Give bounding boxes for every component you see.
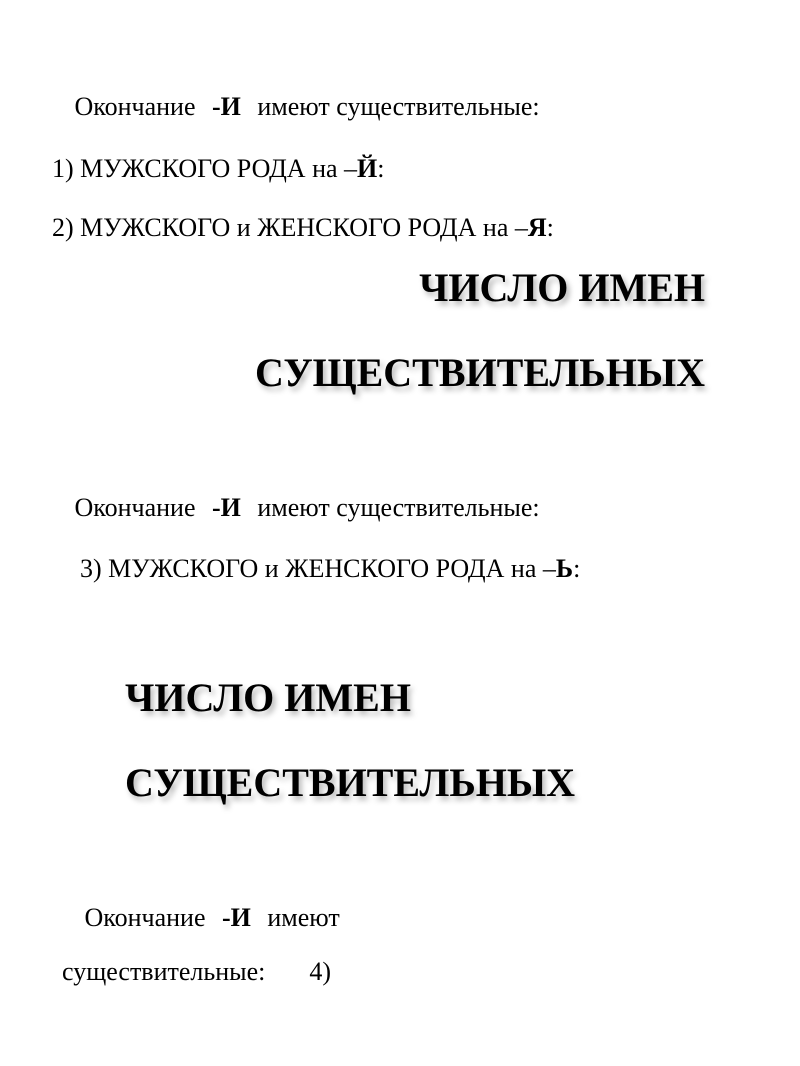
section-2-heading-line-1: ЧИСЛО ИМЕН xyxy=(125,675,411,720)
item-1-text: 1) МУЖСКОГО РОДА на – xyxy=(52,154,358,183)
item-2-letter: Я xyxy=(527,213,547,242)
item-2-text: 2) МУЖСКОГО и ЖЕНСКОГО РОДА на – xyxy=(52,213,528,242)
item-4-text: 4) xyxy=(309,957,332,986)
item-3-colon: : xyxy=(573,554,581,583)
item-1-letter: Й xyxy=(357,154,378,183)
item-3-text: 3) МУЖСКОГО и ЖЕНСКОГО РОДА на – xyxy=(80,554,556,583)
item-2 xyxy=(52,213,554,243)
rule-tail: имеют xyxy=(267,903,340,932)
item-3 xyxy=(80,554,580,584)
rule-lead: Окончание xyxy=(74,493,196,522)
section-1-heading-line-1: ЧИСЛО ИМЕН xyxy=(419,265,705,310)
item-1 xyxy=(52,154,385,184)
ending-label: -И xyxy=(222,903,251,932)
rule-tail: имеют существительные: xyxy=(257,92,540,121)
ending-label: -И xyxy=(212,92,241,121)
rule-continuation-text: существительные: xyxy=(62,957,266,986)
rule-line-1 xyxy=(52,92,540,122)
rule-lead: Окончание xyxy=(84,903,206,932)
section-1-heading-line-2: СУЩЕСТВИТЕЛЬНЫХ xyxy=(254,350,705,395)
item-2-colon: : xyxy=(546,213,554,242)
item-3-letter: Ь xyxy=(555,554,574,583)
rule-line-3-continuation xyxy=(62,957,331,987)
rule-lead: Окончание xyxy=(74,92,196,121)
section-2-heading-line-2: СУЩЕСТВИТЕЛЬНЫХ xyxy=(125,760,576,805)
rule-tail: имеют существительные: xyxy=(257,493,540,522)
ending-label: -И xyxy=(212,493,241,522)
rule-line-2 xyxy=(52,493,540,523)
rule-line-3 xyxy=(62,903,340,933)
item-1-colon: : xyxy=(377,154,385,183)
